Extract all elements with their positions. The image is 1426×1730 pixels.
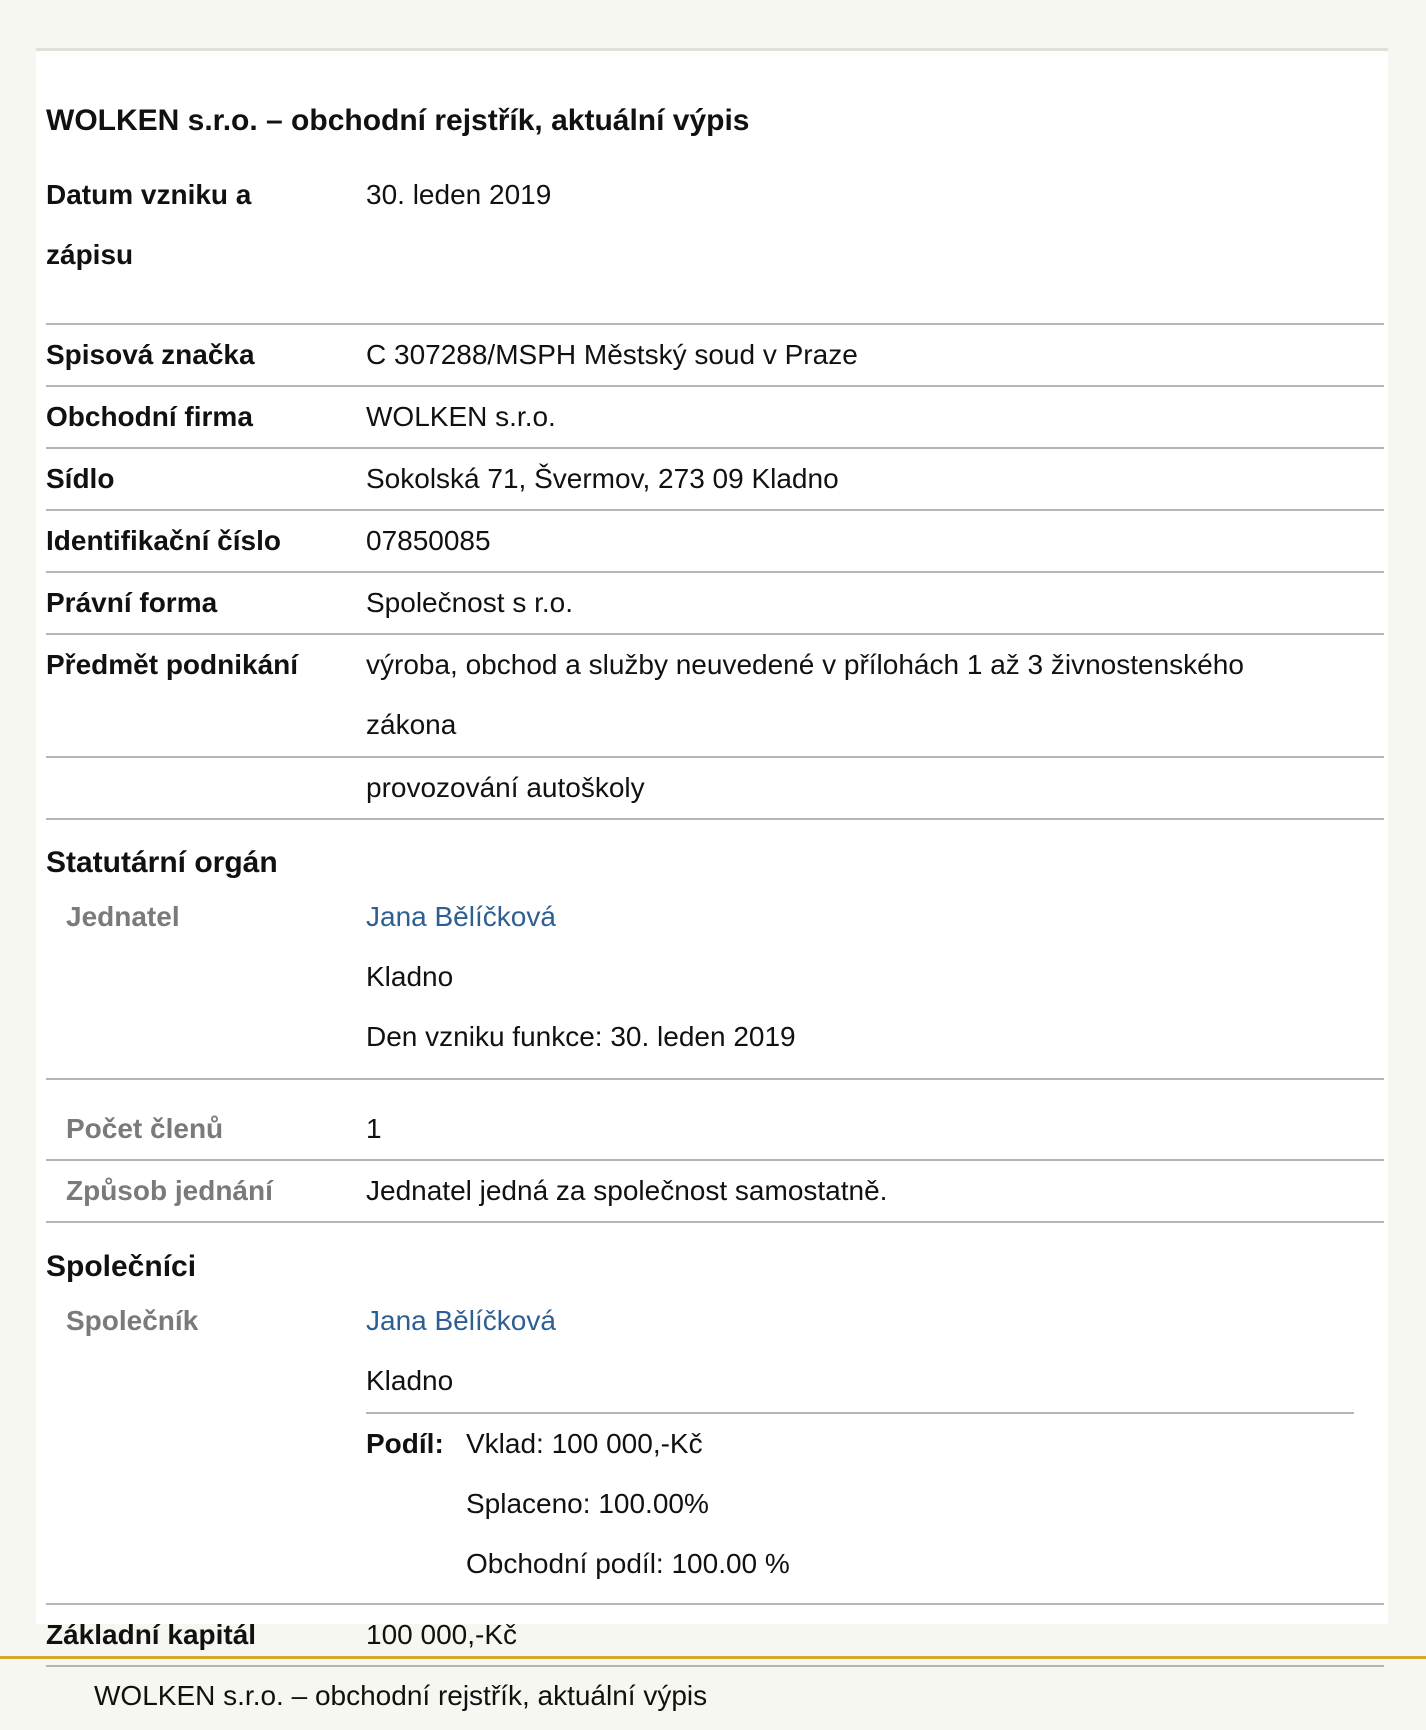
row-jednatel xyxy=(46,887,1384,1080)
row-pocet-clenu xyxy=(46,1099,1384,1161)
row-value xyxy=(366,1291,1356,1411)
row-value: WOLKEN s.r.o. xyxy=(366,401,556,432)
footer-title: WOLKEN s.r.o. – obchodní rejstřík, aktuální výpis xyxy=(94,1680,708,1711)
row-predmet-podnikani-2 xyxy=(46,758,1384,820)
row-value: C 307288/MSPH Městský soud v Praze xyxy=(366,339,858,370)
person-city: Kladno xyxy=(366,961,454,992)
row-obchodni-firma xyxy=(46,387,1384,449)
row-label: Základní kapitál xyxy=(46,1619,257,1650)
row-label: Spisová značka xyxy=(46,339,255,370)
row-label: Počet členů xyxy=(66,1113,224,1144)
row-label: Společník xyxy=(66,1305,199,1336)
row-value: 07850085 xyxy=(366,525,491,556)
row-label: Právní forma xyxy=(46,587,218,618)
row-label: Identifikační číslo xyxy=(46,525,281,556)
register-card xyxy=(36,48,1388,1650)
share-obchodni-podil: Obchodní podíl: 100.00 % xyxy=(466,1548,790,1579)
row-value: 30. leden 2019 xyxy=(366,179,552,210)
label-line: zápisu xyxy=(46,239,134,270)
row-label: Předmět podnikání xyxy=(46,649,299,680)
row-value: 1 xyxy=(366,1113,382,1144)
row-identifikacni-cislo xyxy=(46,511,1384,573)
row-value xyxy=(366,887,1356,1067)
row-datum-vzniku xyxy=(46,165,1384,325)
row-value: Sokolská 71, Švermov, 273 09 Kladno xyxy=(366,463,839,494)
person-city: Kladno xyxy=(366,1365,454,1396)
row-label: Způsob jednání xyxy=(66,1175,273,1206)
label-line: Datum vzniku a xyxy=(46,179,252,210)
share-splaceno: Splaceno: 100.00% xyxy=(466,1488,709,1519)
row-value: 100 000,-Kč xyxy=(366,1619,517,1650)
share-values xyxy=(466,1414,790,1594)
row-zpusob-jednani xyxy=(46,1161,1384,1223)
row-pravni-forma xyxy=(46,573,1384,635)
footer-divider xyxy=(0,1656,1426,1659)
value-line: výroba, obchod a služby neuvedené v přílohách 1 až 3 živnostenského xyxy=(366,649,1244,680)
row-label: Sídlo xyxy=(46,463,115,494)
share-vklad: Vklad: 100 000,-Kč xyxy=(466,1428,703,1459)
row-value: provozování autoškoly xyxy=(366,772,645,803)
row-spolecnik xyxy=(46,1291,1384,1605)
row-label: Jednatel xyxy=(66,901,180,932)
function-since: Den vzniku funkce: 30. leden 2019 xyxy=(366,1021,796,1052)
row-value xyxy=(366,635,1356,755)
section-statutarni-organ: Statutární orgán xyxy=(46,846,278,879)
row-value: Jednatel jedná za společnost samostatně. xyxy=(366,1175,888,1206)
row-predmet-podnikani xyxy=(46,635,1384,758)
value-line: zákona xyxy=(366,709,457,740)
row-spisova-znacka xyxy=(46,325,1384,387)
page-title: WOLKEN s.r.o. – obchodní rejstřík, aktuální výpis xyxy=(46,104,750,137)
row-sidlo xyxy=(46,449,1384,511)
person-link[interactable]: Jana Bělíčková xyxy=(366,901,556,932)
row-label xyxy=(46,165,346,285)
share-label: Podíl: xyxy=(366,1428,444,1459)
row-value: Společnost s r.o. xyxy=(366,587,574,618)
person-link[interactable]: Jana Bělíčková xyxy=(366,1305,556,1336)
row-label: Obchodní firma xyxy=(46,401,253,432)
section-spolecnici: Společníci xyxy=(46,1250,197,1283)
